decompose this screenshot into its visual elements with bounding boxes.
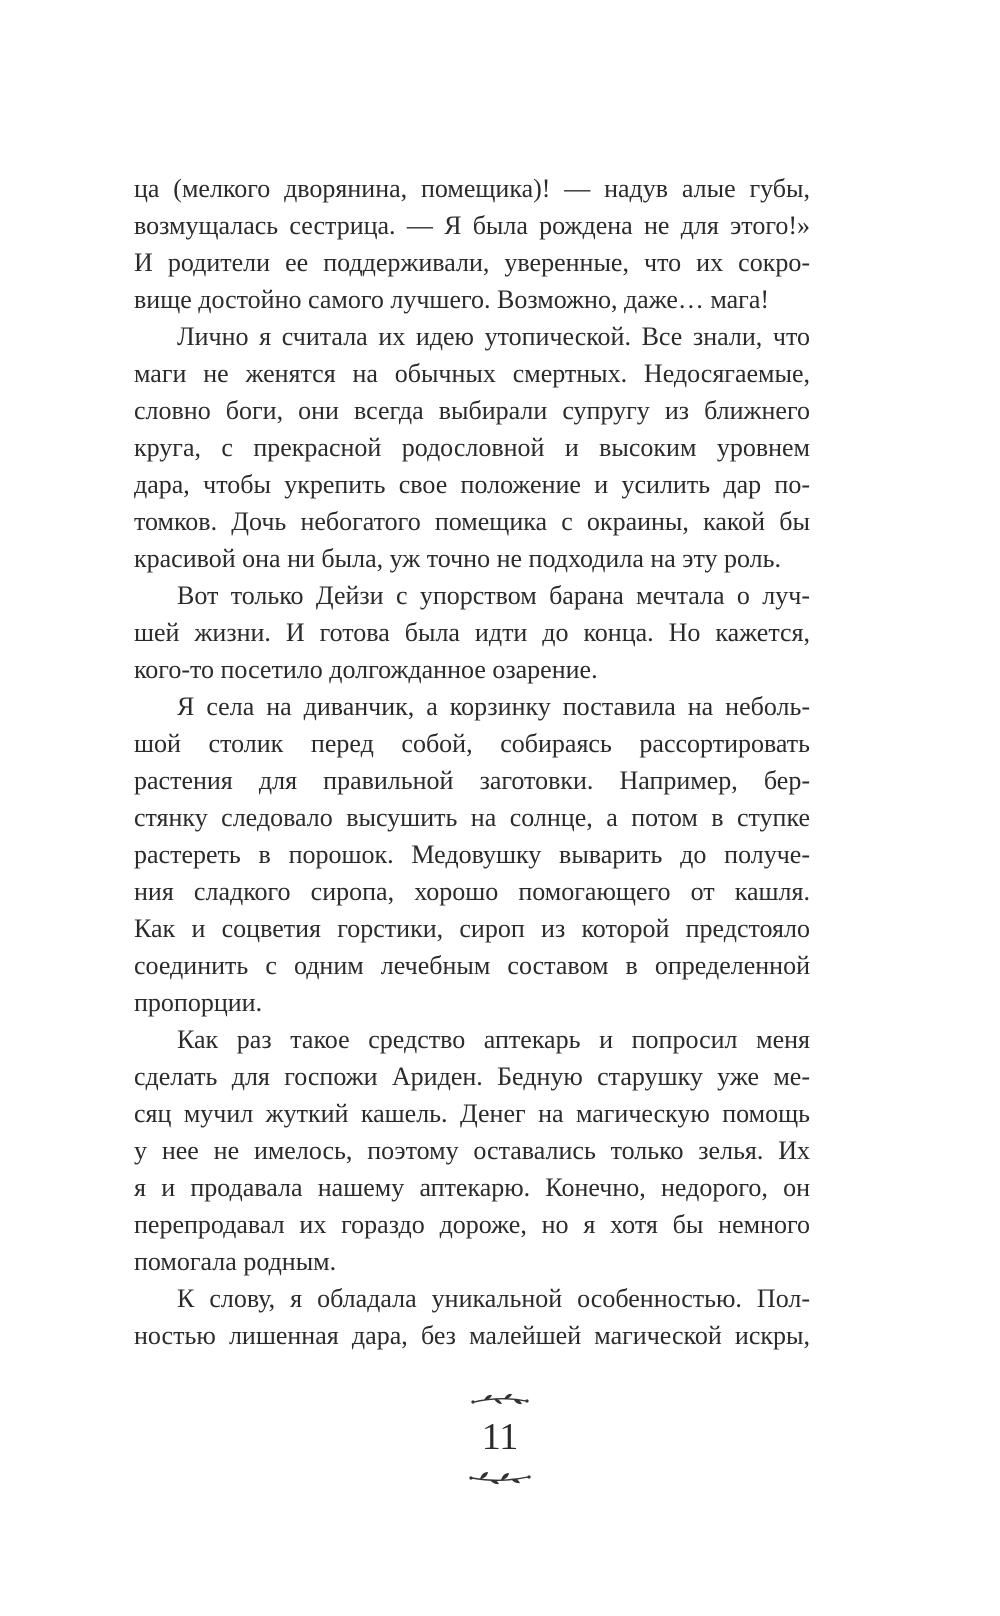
text-line: И родители ее поддерживали, уверенные, что их сокро- (134, 248, 810, 277)
text-line: маги не женятся на обычных смертных. Недосягаемые, (134, 359, 810, 388)
text-line: кого-то посетило долгожданное озарение. (134, 655, 598, 684)
text-line: растения для правильной заготовки. Например, бер- (134, 766, 810, 795)
leaf-vine-ornament-icon (470, 1392, 530, 1410)
text-line: Лично я считала их идею утопической. Все знали, что (177, 322, 810, 351)
text-line: Как и соцветия горстики, сироп из которой предстояло (134, 914, 810, 943)
text-line: дара, чтобы укрепить свое положение и усилить дар по- (134, 470, 810, 499)
text-line: Как раз такое средство аптекарь и попросил меня (177, 1025, 810, 1054)
text-line: перепродавал их гораздо дороже, но я хотя бы немного (134, 1210, 810, 1239)
text-line: сделать для госпожи Ариден. Бедную старушку уже ме- (134, 1062, 810, 1091)
text-line: шой столик перед собой, собираясь рассортировать (134, 729, 810, 758)
text-line: ния сладкого сиропа, хорошо помогающего от кашля. (134, 877, 810, 906)
text-line: у нее не имелось, поэтому оставались только зелья. Их (134, 1136, 810, 1165)
text-line: вище достойно самого лучшего. Возможно, даже… мага! (134, 285, 770, 314)
text-line: сяц мучил жуткий кашель. Денег на магическую помощь (134, 1099, 810, 1128)
text-line: ностью лишенная дара, без малейшей магической искры, (134, 1321, 810, 1350)
page-body-text (134, 170, 810, 1354)
text-line: Я села на диванчик, а корзинку поставила на неболь- (177, 692, 810, 721)
text-line: круга, с прекрасной родословной и высоким уровнем (134, 433, 810, 462)
leaf-vine-ornament-icon (468, 1468, 532, 1488)
text-line: К слову, я обладала уникальной особенностью. Пол- (177, 1284, 810, 1313)
text-line: ца (мелкого дворянина, помещика)! — надув алые губы, (134, 174, 810, 203)
text-line: пропорции. (134, 988, 263, 1017)
text-line: я и продавала нашему аптекарю. Конечно, недорого, он (134, 1173, 810, 1202)
text-line: помогала родным. (134, 1247, 337, 1276)
top-leaf-ornament (0, 1392, 1000, 1410)
text-line: стянку следовало высушить на солнце, а потом в ступке (134, 803, 810, 832)
page-number: 11 (481, 1416, 519, 1458)
text-line: возмущалась сестрица. — Я была рождена не для этого!» (134, 211, 810, 240)
text-line: шей жизни. И готова была идти до конца. Но кажется, (134, 618, 810, 647)
text-line: соединить с одним лечебным составом в определенной (134, 951, 810, 980)
text-line: томков. Дочь небогатого помещика с окраины, какой бы (134, 507, 810, 536)
text-line: красивой она ни была, уж точно не подходила на эту роль. (134, 544, 781, 573)
text-line: растереть в порошок. Медовушку выварить до получе- (134, 840, 810, 869)
text-line: Вот только Дейзи с упорством барана мечтала о луч- (177, 581, 810, 610)
text-line: словно боги, они всегда выбирали супругу из ближнего (134, 396, 810, 425)
bottom-leaf-ornament (0, 1468, 1000, 1488)
